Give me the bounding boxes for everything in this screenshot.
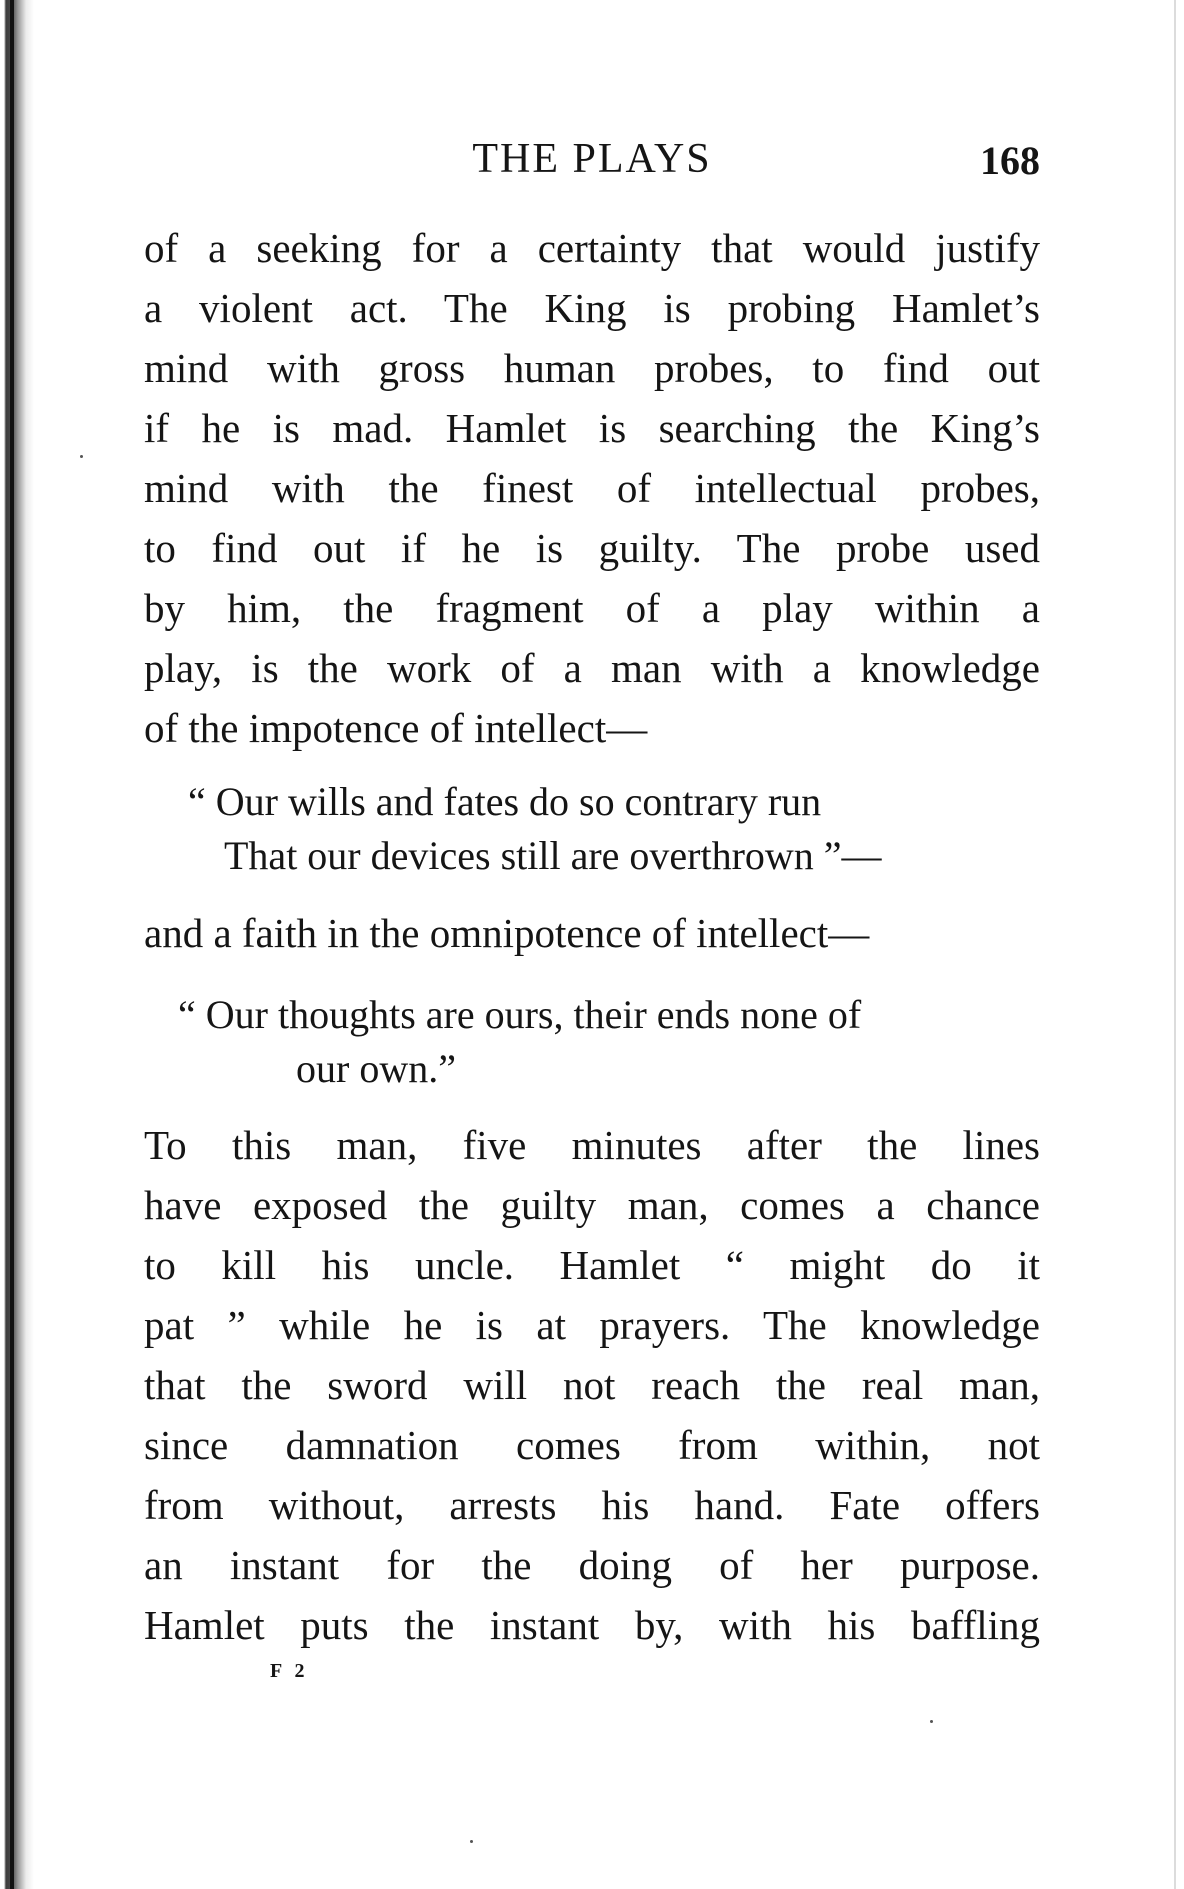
paragraph-line: by him, the fragment of a play within a: [144, 585, 1040, 631]
paragraph-1: [144, 218, 1040, 758]
page-number: 168: [980, 138, 1040, 183]
paragraph-line: to kill his uncle. Hamlet “ might do it: [144, 1242, 1040, 1288]
page-right-edge: [1174, 0, 1176, 1889]
quote-1-line-1: “ Our wills and fates do so contrary run: [188, 779, 822, 824]
paragraph-line: and a faith in the omnipotence of intellect—: [144, 910, 870, 956]
running-head: [144, 135, 1040, 185]
paragraph-line: an instant for the doing of her purpose.: [144, 1542, 1040, 1588]
quote-2-line-2: our own.”: [296, 1046, 456, 1091]
print-speck: [930, 1720, 933, 1723]
paragraph-line: play, is the work of a man with a knowledge: [144, 645, 1040, 691]
paragraph-line: pat ” while he is at prayers. The knowledge: [144, 1302, 1040, 1348]
paragraph-line: since damnation comes from within, not: [144, 1422, 1040, 1468]
binding-edge-line: [10, 0, 14, 1889]
bridge-line: [144, 903, 1040, 963]
paragraph-line: of the impotence of intellect—: [144, 705, 648, 751]
paragraph-line: to find out if he is guilty. The probe used: [144, 525, 1040, 571]
print-speck: [470, 1840, 473, 1843]
paragraph-line: a violent act. The King is probing Hamlet’s: [144, 285, 1040, 331]
quote-1-line-2: That our devices still are overthrown ”—: [224, 833, 882, 878]
paragraph-line: have exposed the guilty man, comes a chance: [144, 1182, 1040, 1228]
paragraph-line: Hamlet puts the instant by, with his baffling: [144, 1602, 1040, 1648]
paragraph-line: To this man, five minutes after the lines: [144, 1122, 1040, 1168]
quote-2-line-1: “ Our thoughts are ours, their ends none of: [178, 992, 862, 1037]
paragraph-line: mind with the finest of intellectual probes,: [144, 465, 1040, 511]
paragraph-2: [144, 1115, 1040, 1655]
signature-mark: F 2: [270, 1660, 309, 1682]
running-head-title: THE PLAYS: [472, 136, 712, 182]
paragraph-line: mind with gross human probes, to find out: [144, 345, 1040, 391]
paragraph-line: of a seeking for a certainty that would justify: [144, 225, 1040, 271]
paragraph-line: from without, arrests his hand. Fate offers: [144, 1482, 1040, 1528]
paragraph-line: that the sword will not reach the real man,: [144, 1362, 1040, 1408]
print-speck: [80, 455, 83, 458]
paragraph-line: if he is mad. Hamlet is searching the King’s: [144, 405, 1040, 451]
binding-shadow: [0, 0, 34, 1889]
